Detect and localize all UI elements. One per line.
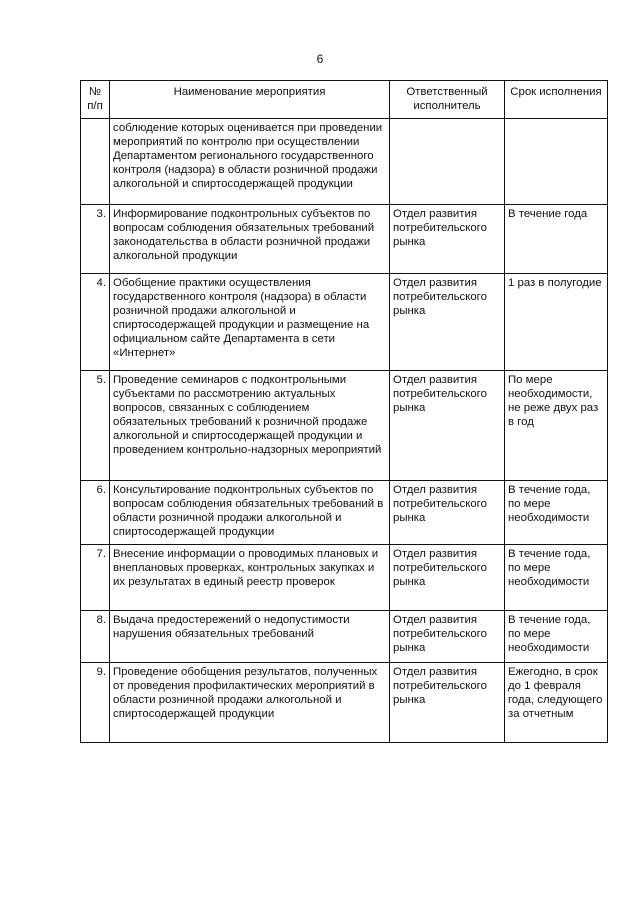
row-term bbox=[505, 119, 608, 205]
row-name: Обобщение практики осуществления государственного контроля (надзора) в области розничной продажи алкогольной и спиртосодержащей продукции и размещение на официальном сайте Департамента в сети «Интернет» bbox=[110, 274, 390, 371]
row-term: В течение года, по мере необходимости bbox=[505, 481, 608, 545]
row-num: 6. bbox=[81, 481, 110, 545]
table-row bbox=[81, 545, 608, 611]
row-term: В течение года, по мере необходимости bbox=[505, 545, 608, 611]
page-number: 6 bbox=[316, 52, 324, 66]
table-row bbox=[81, 119, 608, 205]
header-term: Срок исполнения bbox=[505, 81, 608, 119]
row-term: 1 раз в полугодие bbox=[505, 274, 608, 371]
header-name: Наименование мероприятия bbox=[110, 81, 390, 119]
activities-table bbox=[80, 80, 608, 743]
table-row bbox=[81, 371, 608, 481]
row-responsible: Отдел развития потребительского рынка bbox=[390, 545, 505, 611]
table-row bbox=[81, 481, 608, 545]
row-num: 7. bbox=[81, 545, 110, 611]
table-row bbox=[81, 663, 608, 743]
row-responsible: Отдел развития потребительского рынка bbox=[390, 371, 505, 481]
row-name: Проведение семинаров с подконтрольными субъектами по рассмотрению актуальных вопросов, связанных с соблюдением обязательных требований к розничной продаже алкогольной и спиртосодержащей продукции и проведением контрольно-надзорных мероприятий bbox=[110, 371, 390, 481]
table-row bbox=[81, 205, 608, 274]
row-num bbox=[81, 119, 110, 205]
row-responsible: Отдел развития потребительского рынка bbox=[390, 205, 505, 274]
row-num: 4. bbox=[81, 274, 110, 371]
row-term: По мере необходимости, не реже двух раз в год bbox=[505, 371, 608, 481]
row-name: Информирование подконтрольных субъектов по вопросам соблюдения обязательных требований законодательства в области розничной продажи алкогольной продукции bbox=[110, 205, 390, 274]
row-num: 8. bbox=[81, 611, 110, 663]
row-responsible: Отдел развития потребительского рынка bbox=[390, 611, 505, 663]
table-header-row bbox=[81, 81, 608, 119]
row-name: Консультирование подконтрольных субъектов по вопросам соблюдения обязательных требований в области розничной продажи алкогольной и спиртосодержащей продукции bbox=[110, 481, 390, 545]
row-term: Ежегодно, в срок до 1 февраля года, следующего за отчетным bbox=[505, 663, 608, 743]
table-row bbox=[81, 611, 608, 663]
row-num: 5. bbox=[81, 371, 110, 481]
table-row bbox=[81, 274, 608, 371]
row-name: Проведение обобщения результатов, полученных от проведения профилактических мероприятий в области розничной продажи алкогольной и спиртосодержащей продукции bbox=[110, 663, 390, 743]
row-responsible: Отдел развития потребительского рынка bbox=[390, 481, 505, 545]
row-responsible: Отдел развития потребительского рынка bbox=[390, 274, 505, 371]
row-num: 9. bbox=[81, 663, 110, 743]
row-num: 3. bbox=[81, 205, 110, 274]
row-responsible: Отдел развития потребительского рынка bbox=[390, 663, 505, 743]
row-term: В течение года bbox=[505, 205, 608, 274]
header-responsible: Ответственный исполнитель bbox=[390, 81, 505, 119]
row-term: В течение года, по мере необходимости bbox=[505, 611, 608, 663]
row-name: соблюдение которых оценивается при проведении мероприятий по контролю при осуществлении Департаментом регионального государственного контроля (надзора) в области розничной продажи алкогольной и спиртосодержащей продукции bbox=[110, 119, 390, 205]
header-num: № п/п bbox=[81, 81, 110, 119]
row-name: Выдача предостережений о недопустимости нарушения обязательных требований bbox=[110, 611, 390, 663]
row-responsible bbox=[390, 119, 505, 205]
row-name: Внесение информации о проводимых плановых и внеплановых проверках, контрольных закупках и их результатах в единый реестр проверок bbox=[110, 545, 390, 611]
